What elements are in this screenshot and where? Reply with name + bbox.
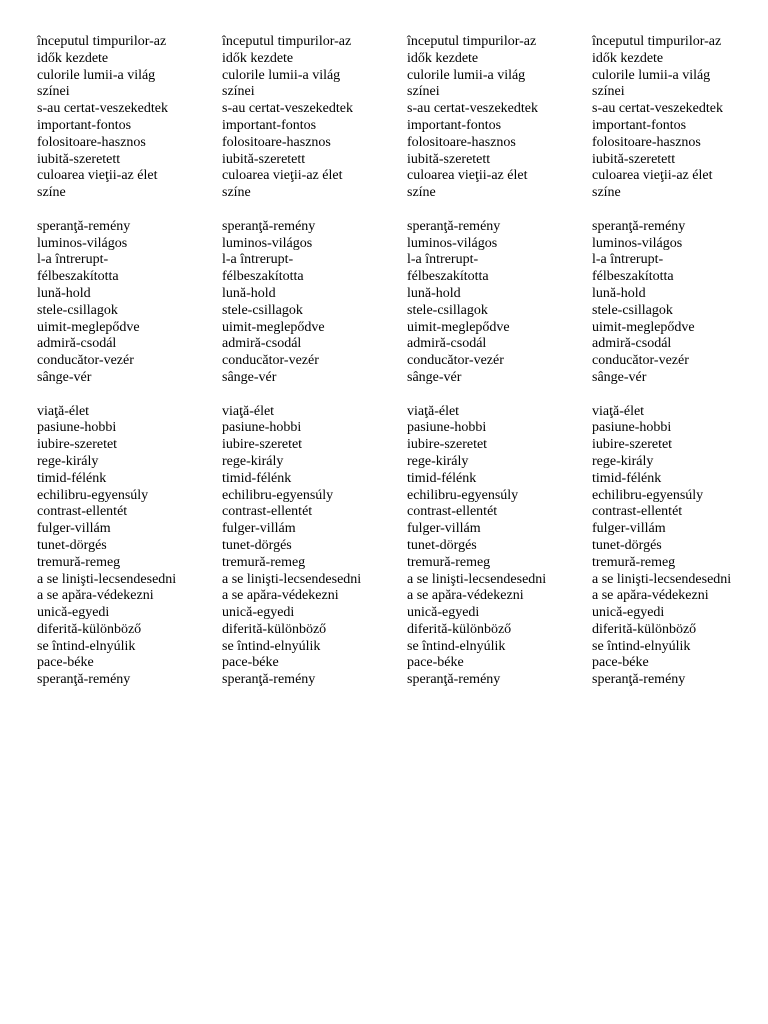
vocabulary-entry: fulger-villám [37, 521, 111, 537]
vocabulary-entry: a se apăra-védekezni [222, 588, 339, 604]
vocabulary-entry: culorile lumii-a világ színei [592, 67, 711, 100]
vocabulary-entry: culoarea vieţii-az élet színe [592, 168, 713, 201]
vocabulary-entry: l-a întrerupt-félbeszakította [592, 252, 674, 285]
vocabulary-entry: iubită-szeretett [222, 151, 306, 167]
vocabulary-entry: tunet-dörgés [592, 537, 662, 553]
vocabulary-entry: s-au certat-veszekedtek [407, 101, 538, 117]
vocabulary-entry: echilibru-egyensúly [592, 487, 704, 503]
vocabulary-entry: se întind-elnyúlik [592, 638, 691, 654]
vocabulary-entry: a se linişti-lecsendesedni [222, 571, 362, 587]
vocabulary-entry: tremură-remeg [222, 554, 306, 570]
vocabulary-entry: pace-béke [592, 655, 649, 671]
vocabulary-entry: iubire-szeretet [407, 437, 488, 453]
word-group-2 [37, 219, 222, 387]
vocabulary-entry: viaţă-élet [37, 403, 90, 419]
vocabulary-entry: l-a întrerupt-félbeszakította [37, 252, 119, 285]
vocabulary-entry: luminos-világos [37, 235, 128, 251]
vocabulary-entry: a se linişti-lecsendesedni [37, 571, 177, 587]
vocabulary-entry: culorile lumii-a világ színei [222, 67, 341, 100]
vocabulary-entry: culoarea vieţii-az élet színe [222, 168, 343, 201]
vocabulary-entry: iubită-szeretett [37, 151, 121, 167]
vocabulary-entry: începutul timpurilor-az idők kezdete [37, 34, 167, 66]
vocabulary-entry: conducător-vezér [222, 353, 319, 369]
vocabulary-entry: iubire-szeretet [37, 437, 118, 453]
vocabulary-entry: diferită-különböző [37, 621, 142, 637]
vocabulary-entry: timid-félénk [407, 470, 477, 486]
vocabulary-entry: lună-hold [37, 285, 91, 301]
vocabulary-entry: culorile lumii-a világ színei [37, 67, 156, 100]
vocabulary-entry: luminos-világos [592, 235, 683, 251]
vocabulary-entry: sânge-vér [592, 369, 647, 385]
vocabulary-entry: fulger-villám [407, 521, 481, 537]
vocabulary-entry: unică-egyedi [407, 605, 480, 621]
vocabulary-entry: fulger-villám [222, 521, 296, 537]
vocabulary-entry: pasiune-hobbi [37, 420, 117, 436]
vocabulary-entry: tremură-remeg [37, 554, 121, 570]
vocabulary-entry: admiră-csodál [222, 336, 302, 352]
word-group-1 [37, 34, 222, 202]
vocabulary-entry: admiră-csodál [592, 336, 672, 352]
vocabulary-entry: contrast-ellentét [37, 504, 128, 520]
vocabulary-entry: important-fontos [407, 117, 502, 133]
vocabulary-entry: a se apăra-védekezni [592, 588, 709, 604]
vocabulary-entry: admiră-csodál [37, 336, 117, 352]
vocabulary-entry: speranţă-remény [592, 218, 686, 234]
vocabulary-entry: uimit-meglepődve [222, 319, 325, 335]
vocabulary-entry: folositoare-hasznos [222, 134, 331, 150]
vocabulary-entry: stele-csillagok [222, 302, 303, 318]
vocabulary-entry: diferită-különböző [592, 621, 697, 637]
vocabulary-entry: s-au certat-veszekedtek [592, 101, 723, 117]
vocabulary-entry: iubită-szeretett [407, 151, 491, 167]
vocabulary-entry: speranţă-remény [592, 672, 686, 688]
word-group-1 [592, 34, 768, 202]
vocabulary-entry: stele-csillagok [37, 302, 118, 318]
vocabulary-entry: echilibru-egyensúly [407, 487, 519, 503]
word-group-2 [222, 219, 407, 387]
vocabulary-entry: a se apăra-védekezni [37, 588, 154, 604]
vocabulary-entry: tremură-remeg [592, 554, 676, 570]
vocabulary-entry: începutul timpurilor-az idők kezdete [407, 34, 537, 66]
vocabulary-entry: speranţă-remény [222, 218, 316, 234]
vocabulary-entry: viaţă-élet [407, 403, 460, 419]
vocabulary-entry: iubită-szeretett [592, 151, 676, 167]
vocabulary-entry: speranţă-remény [37, 672, 131, 688]
word-group-3 [592, 404, 768, 690]
vocabulary-entry: tunet-dörgés [407, 537, 477, 553]
vocabulary-entry: speranţă-remény [37, 218, 131, 234]
word-group-3 [407, 404, 592, 690]
column-1 [37, 34, 222, 706]
vocabulary-entry: sânge-vér [222, 369, 277, 385]
vocabulary-entry: speranţă-remény [407, 672, 501, 688]
vocabulary-entry: echilibru-egyensúly [222, 487, 334, 503]
document-page [37, 34, 757, 706]
vocabulary-entry: începutul timpurilor-az idők kezdete [592, 34, 722, 66]
vocabulary-entry: unică-egyedi [592, 605, 665, 621]
vocabulary-entry: contrast-ellentét [407, 504, 498, 520]
column-2 [222, 34, 407, 706]
word-group-3 [222, 404, 407, 690]
vocabulary-entry: important-fontos [222, 117, 317, 133]
word-group-2 [407, 219, 592, 387]
vocabulary-entry: pace-béke [222, 655, 279, 671]
vocabulary-entry: viaţă-élet [222, 403, 275, 419]
vocabulary-entry: pace-béke [37, 655, 94, 671]
vocabulary-entry: unică-egyedi [37, 605, 110, 621]
vocabulary-entry: l-a întrerupt-félbeszakította [407, 252, 489, 285]
vocabulary-entry: culoarea vieţii-az élet színe [407, 168, 528, 201]
vocabulary-entry: tunet-dörgés [222, 537, 292, 553]
vocabulary-entry: a se linişti-lecsendesedni [407, 571, 547, 587]
vocabulary-entry: lună-hold [222, 285, 276, 301]
vocabulary-entry: lună-hold [592, 285, 646, 301]
vocabulary-entry: important-fontos [37, 117, 132, 133]
vocabulary-entry: conducător-vezér [407, 353, 504, 369]
vocabulary-entry: s-au certat-veszekedtek [37, 101, 168, 117]
vocabulary-entry: uimit-meglepődve [37, 319, 140, 335]
vocabulary-entry: culorile lumii-a világ színei [407, 67, 526, 100]
vocabulary-entry: rege-király [222, 453, 284, 469]
vocabulary-entry: uimit-meglepődve [592, 319, 695, 335]
vocabulary-entry: uimit-meglepődve [407, 319, 510, 335]
vocabulary-entry: timid-félénk [37, 470, 107, 486]
vocabulary-entry: tunet-dörgés [37, 537, 107, 553]
vocabulary-entry: iubire-szeretet [592, 437, 673, 453]
vocabulary-entry: speranţă-remény [407, 218, 501, 234]
vocabulary-entry: contrast-ellentét [592, 504, 683, 520]
vocabulary-entry: rege-király [37, 453, 99, 469]
vocabulary-entry: tremură-remeg [407, 554, 491, 570]
vocabulary-entry: admiră-csodál [407, 336, 487, 352]
vocabulary-entry: important-fontos [592, 117, 687, 133]
vocabulary-entry: folositoare-hasznos [37, 134, 146, 150]
vocabulary-entry: rege-király [592, 453, 654, 469]
vocabulary-entry: începutul timpurilor-az idők kezdete [222, 34, 352, 66]
word-group-3 [37, 404, 222, 690]
vocabulary-entry: stele-csillagok [407, 302, 488, 318]
vocabulary-entry: luminos-világos [222, 235, 313, 251]
vocabulary-entry: se întind-elnyúlik [407, 638, 506, 654]
vocabulary-entry: pasiune-hobbi [407, 420, 487, 436]
vocabulary-entry: timid-félénk [592, 470, 662, 486]
vocabulary-entry: speranţă-remény [222, 672, 316, 688]
vocabulary-entry: se întind-elnyúlik [37, 638, 136, 654]
vocabulary-entry: conducător-vezér [37, 353, 134, 369]
vocabulary-entry: contrast-ellentét [222, 504, 313, 520]
vocabulary-entry: luminos-világos [407, 235, 498, 251]
vocabulary-entry: fulger-villám [592, 521, 666, 537]
vocabulary-entry: stele-csillagok [592, 302, 673, 318]
word-group-2 [592, 219, 768, 387]
vocabulary-entry: s-au certat-veszekedtek [222, 101, 353, 117]
word-group-1 [222, 34, 407, 202]
column-4 [592, 34, 768, 706]
vocabulary-entry: pasiune-hobbi [222, 420, 302, 436]
vocabulary-entry: iubire-szeretet [222, 437, 303, 453]
vocabulary-entry: l-a întrerupt-félbeszakította [222, 252, 304, 285]
vocabulary-entry: unică-egyedi [222, 605, 295, 621]
vocabulary-entry: rege-király [407, 453, 469, 469]
vocabulary-entry: folositoare-hasznos [407, 134, 516, 150]
vocabulary-entry: timid-félénk [222, 470, 292, 486]
vocabulary-entry: se întind-elnyúlik [222, 638, 321, 654]
vocabulary-entry: conducător-vezér [592, 353, 689, 369]
vocabulary-entry: echilibru-egyensúly [37, 487, 149, 503]
vocabulary-entry: a se linişti-lecsendesedni [592, 571, 732, 587]
vocabulary-entry: sânge-vér [407, 369, 462, 385]
column-3 [407, 34, 592, 706]
vocabulary-entry: folositoare-hasznos [592, 134, 701, 150]
vocabulary-entry: culoarea vieţii-az élet színe [37, 168, 158, 201]
vocabulary-entry: diferită-különböző [222, 621, 327, 637]
vocabulary-entry: pasiune-hobbi [592, 420, 672, 436]
vocabulary-entry: pace-béke [407, 655, 464, 671]
vocabulary-entry: sânge-vér [37, 369, 92, 385]
vocabulary-entry: viaţă-élet [592, 403, 645, 419]
vocabulary-entry: a se apăra-védekezni [407, 588, 524, 604]
vocabulary-entry: lună-hold [407, 285, 461, 301]
vocabulary-entry: diferită-különböző [407, 621, 512, 637]
word-group-1 [407, 34, 592, 202]
